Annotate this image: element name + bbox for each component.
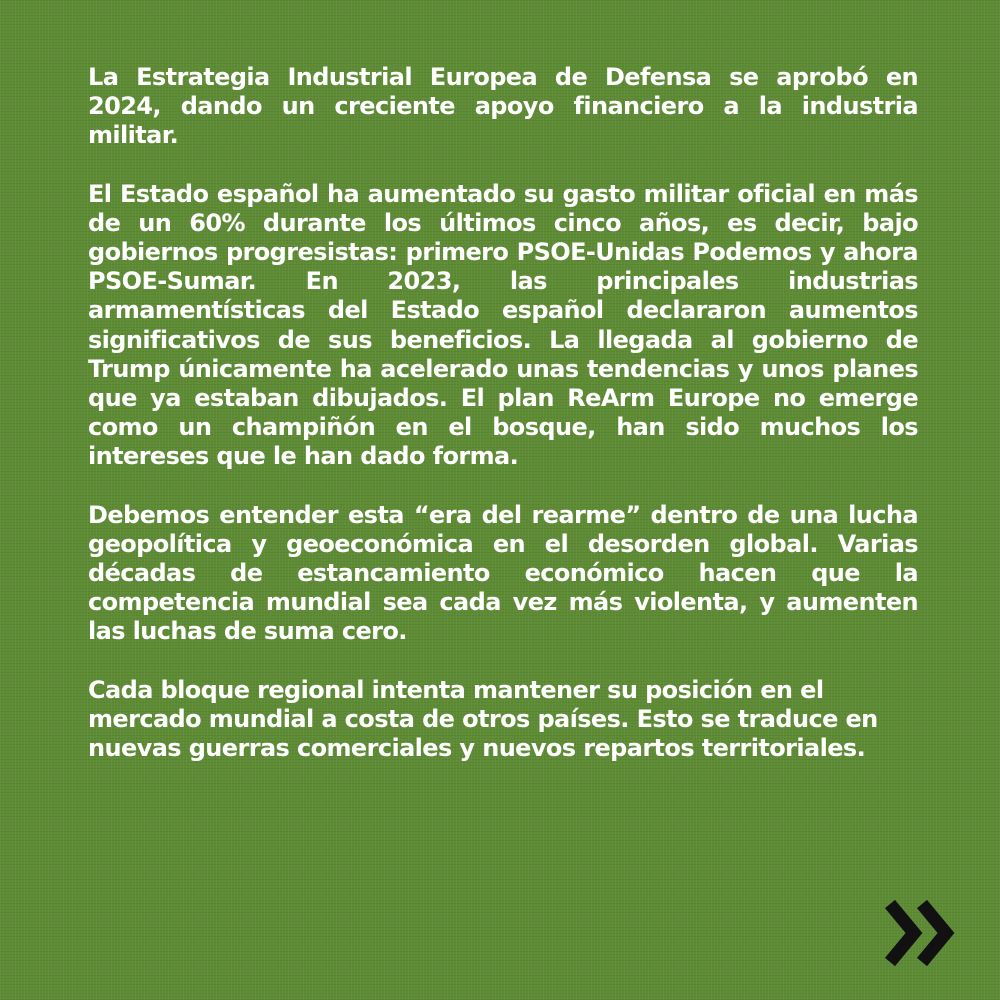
- next-slide-button[interactable]: [880, 898, 960, 968]
- article-text: [88, 63, 918, 792]
- paragraph-2: El Estado español ha aumentado su gasto militar oficial en más de un 60% durante los últimos cinco años, es decir, bajo gobiernos progresistas: primero PSOE-Unidas Podemos y ahora PSOE-Sumar. En 2023, las principales industrias armamentísticas del Estado español declararon aumentos significativos de sus beneficios. La llegada al gobierno de Trump únicamente ha acelerado unas tendencias y unos planes que ya estaban dibujados. El plan ReArm Europe no emerge como un champiñón en el bosque, han sido muchos los intereses que le han dado forma.: [88, 179, 918, 471]
- paragraph-4: Cada bloque regional intenta mantener su posición en el mercado mundial a costa de otros países. Esto se traduce en nuevas guerras comerciales y nuevos repartos territoriales.: [88, 675, 878, 763]
- paragraph-1: La Estrategia Industrial Europea de Defensa se aprobó en 2024, dando un creciente apoyo financiero a la industria militar.: [88, 63, 918, 150]
- paragraph-3: Debemos entender esta “era del rearme” dentro de una lucha geopolítica y geoeconómica en el desorden global. Varias décadas de estancamiento económico hacen que la competencia mundial sea cada vez más violenta, y aumenten las luchas de suma cero.: [88, 500, 918, 646]
- double-chevron-right-icon: [880, 898, 960, 968]
